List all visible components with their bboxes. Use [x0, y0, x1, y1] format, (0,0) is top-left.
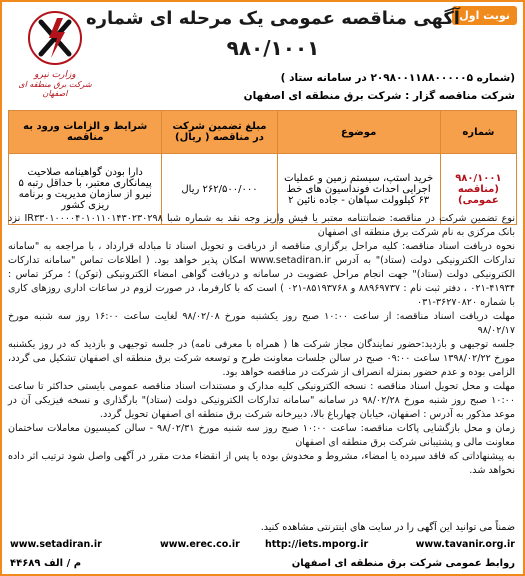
notice-title: آگهی مناقصه عمومی یک مرحله ای شماره — [86, 8, 460, 29]
header-requirements: شرایط و الزامات ورود به مناقصه — [9, 111, 162, 154]
organizer-line: شرکت مناقصه گزار : شرکت برق منطقه ای اصفهان — [243, 90, 515, 102]
header-subject: موضوع — [277, 111, 440, 154]
cell-guarantee: ۲۶۲/۵۰۰/۰۰۰ ریال — [162, 154, 277, 225]
cell-requirements: دارا بودن گواهینامه صلاحیت پیمانکاری معتبر، با حداقل رتبه ۵ نیرو از سازمان مدیریت و برنامه ریزی کشور — [9, 154, 162, 225]
website-note: ضمناً می توانید این آگهی را در سایت های اینترنتی مشاهده کنید. — [260, 522, 515, 533]
documents-deadline-paragraph: مهلت دریافت اسناد مناقصه: از ساعت ۱۰:۰۰ صبح روز یکشنبه مورخ ۹۸/۰۲/۰۸ لغایت ساعت ۱۶:۰۰ روز سه شنبه مورخ ۹۸/۰۲/۱۷ — [8, 311, 515, 336]
notice-body — [8, 212, 515, 478]
logo-company-text: شرکت برق منطقه ای اصفهان — [18, 80, 92, 98]
company-logo — [10, 10, 100, 102]
edition-badge: نوبت اول — [452, 6, 517, 25]
submission-paragraph: مهلت و محل تحویل اسناد مناقصه : نسخه الکترونیکی کلیه مدارک و مستندات اسناد مناقصه عمومی بایستی حداکثر تا ساعت ۱۰:۰۰ صبح روز شنبه مورخ ۹۸/۰۲/۲۸ در سامانه "سامانه تدارکات الکترونیکی دولت (ستاد)" بارگذاری و نسخه فیزیکی آن در موعد مذکور به آدرس : اصفهان، خیابان چهارباغ بالا، دبیرخانه شرکت برق منطقه ای اصفهان تحویل گردد. — [8, 381, 515, 420]
tender-table — [8, 110, 517, 225]
guarantee-type-paragraph: نوع تضمین شرکت در مناقصه: ضمانتنامه معتبر یا فیش واریز وجه نقد به شماره شبا IR۳۳۰۱۰۰۰۰۴۰۱۰۱۱۰۱۴۳۰۲۳۰۲۹۸ نزد بانک مرکزی به نام شرکت برق منطقه ای اصفهان — [8, 213, 515, 238]
notice-number: ۹۸۰/۱۰۰۱ — [226, 36, 320, 60]
header-guarantee: مبلغ تضمین شرکت در مناقصه ( ریال) — [162, 111, 277, 154]
ad-code: م / الف ۴۴۶۸۹ — [10, 558, 82, 569]
website-links — [10, 539, 515, 553]
opening-paragraph: زمان و محل بازگشایی پاکات مناقصه: ساعت ۱۰:۰۰ صبح روز سه شنبه مورخ ۹۸/۰۲/۳۱ - سالن کمیسیون معاملات ساختمان معاونت مالی و پشتیبانی شرکت برق منطقه ای اصفهان — [8, 423, 515, 448]
notice-header — [2, 2, 523, 112]
cell-number: ۹۸۰/۱۰۰۱ (مناقصه عمومی) — [440, 154, 516, 225]
setad-reference: (شماره ۲۰۹۸۰۰۱۱۸۸۰۰۰۰۰۵ در سامانه ستاد ) — [280, 72, 515, 84]
table-header-row — [9, 111, 517, 154]
documents-method-paragraph: نحوه دریافت اسناد مناقصه: کلیه مراحل برگزاری مناقصه از دریافت و تحویل اسناد تا مبادله قرارداد ، با مراجعه به "سامانه تدارکات الکترونیکی دولت (ستاد)" به آدرس www.setadiran.ir امکان پذیر خواهد بود. ( اطلاعات تماس "سامانه تدارکات الکترونیکی دولت (ستاد)" جهت انجام مراحل عضویت در سامانه و دریافت گواهی امضاء الکترونیکی (توکن) ؛ مرکز تماس : ۴۱۹۳۴-۰۲۱ ، دفتر ثبت نام : ۸۸۹۶۹۷۳۷ و ۸۵۱۹۳۷۶۸-۰۲۱ ) است که با کارفرما، در صورت لزوم در ساعات اداری روزهای کاری با شماره ۳۶۲۷۰۸۲۰-۰۳۱ — [8, 241, 516, 308]
link-iets[interactable]: http://iets.mporg.ir — [265, 539, 369, 550]
briefing-session-paragraph: جلسه توجیهی و بازدید:حضور نمایندگان مجاز شرکت ها ( همراه با معرفی نامه) در جلسه توجیهی و بازدید که در روز یکشنبه مورخ ۱۳۹۸/۰۲/۲۲ ساعت ۰۹:۰۰ صبح در سالن جلسات معاونت طرح و توسعه شرکت برق منطقه ای اصفهان تشکیل می گردد، الزامی بوده و عدم حضور بمنزله انصراف از شرکت در مناقصه خواهد بود. — [8, 339, 515, 378]
logo-ministry-text: وزارت نیرو — [34, 70, 76, 80]
link-tavanir[interactable]: www.tavanir.org.ir — [415, 539, 515, 550]
cell-subject: خرید استپ، سیستم زمین و عملیات اجرایی احداث فونداسیون های خط ۶۳ کیلوولت سپاهان - جاده نائین ۲ — [277, 154, 440, 225]
link-erec[interactable]: www.erec.co.ir — [160, 539, 240, 550]
header-number: شماره — [440, 111, 516, 154]
public-relations-signature: روابط عمومی شرکت برق منطقه ای اصفهان — [291, 558, 515, 569]
link-setadiran[interactable]: www.setadiran.ir — [10, 539, 102, 550]
rejection-paragraph: به پیشنهاداتی که فاقد سپرده یا امضاء، مشروط و مخدوش بوده یا پس از انقضاء مدت مقرر در آگهی واصل شود ترتیب اثر داده نخواهد شد. — [8, 451, 515, 476]
power-logo-icon — [27, 10, 83, 66]
